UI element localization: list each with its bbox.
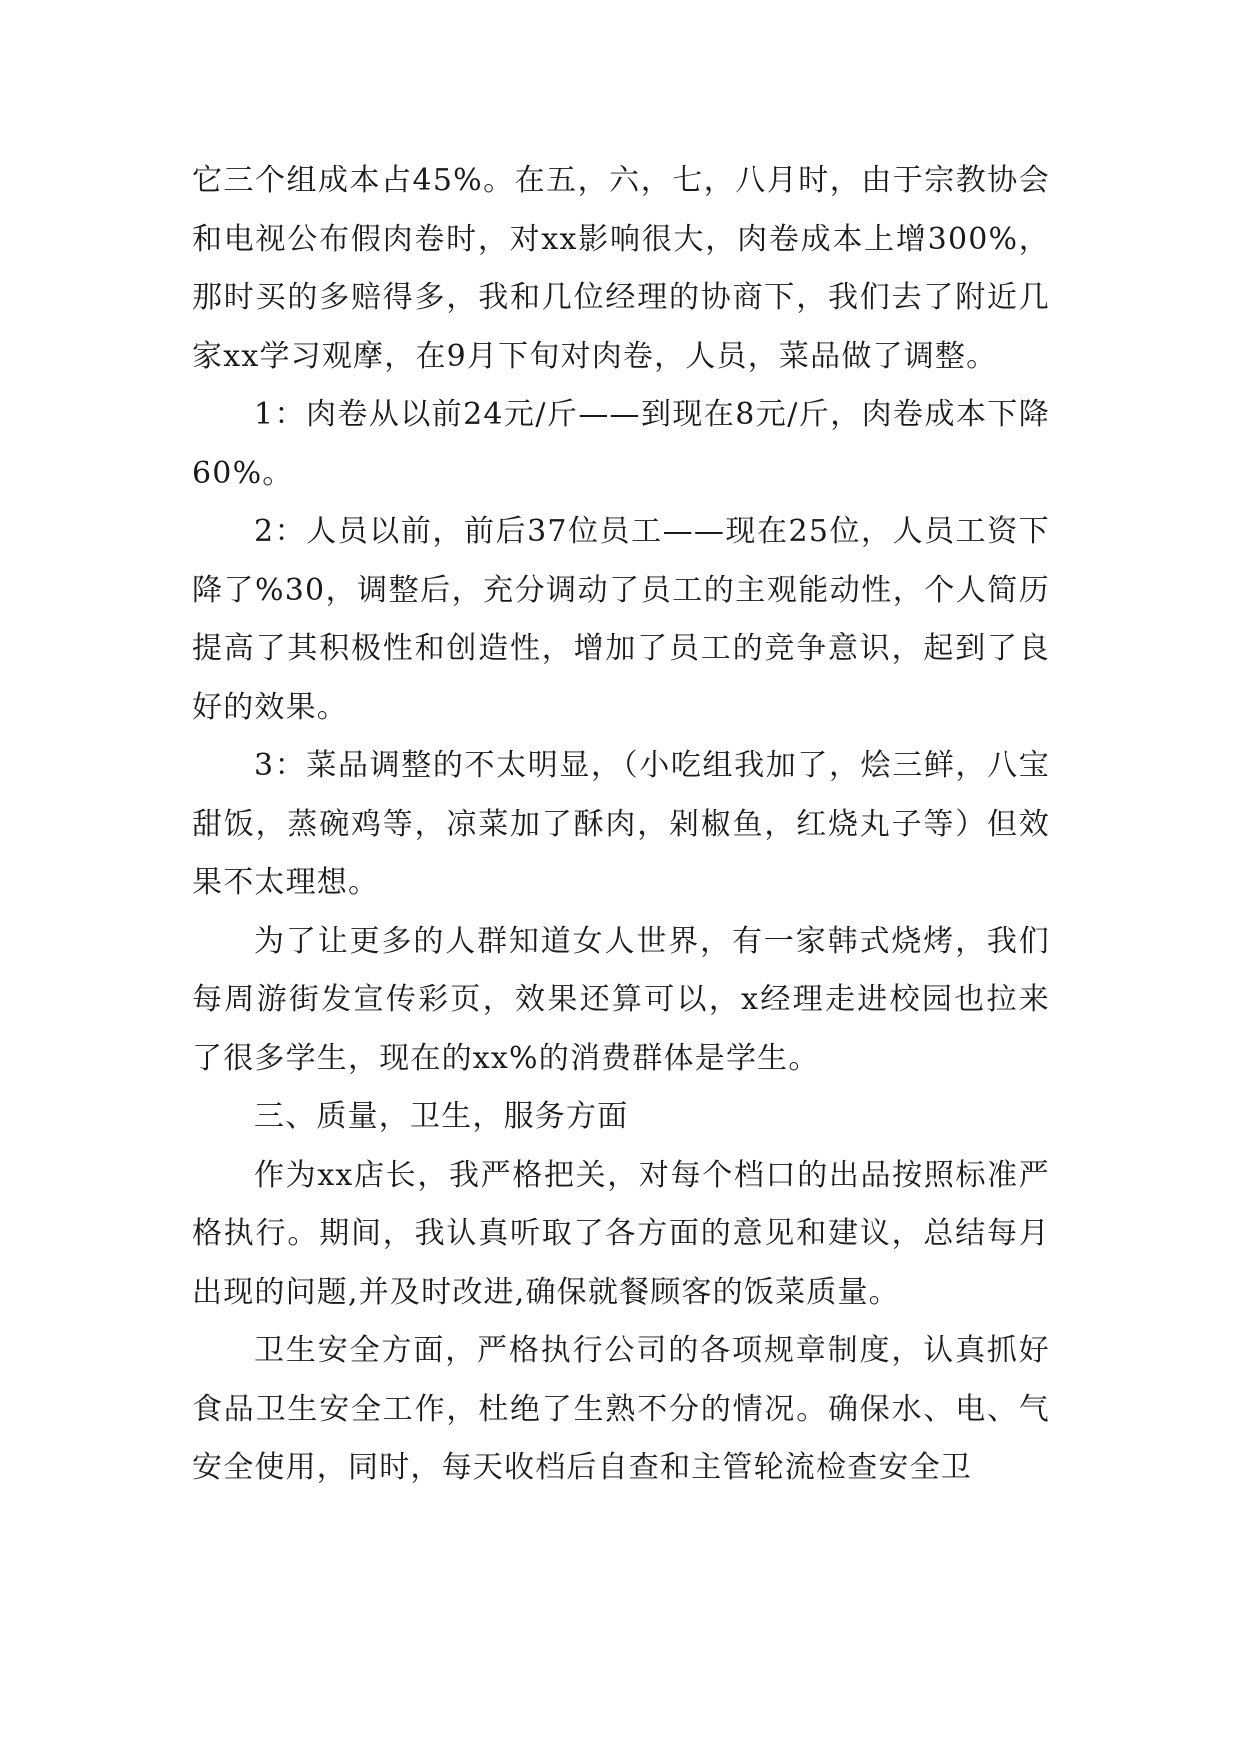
paragraph-cost-overview: 它三个组成本占45%。在五，六，七，八月时，由于宗教协会和电视公布假肉卷时，对xx影响很大，肉卷成本上增300%，那时买的多赔得多，我和几位经理的协商下，我们去了附近几家xx学习观摩，在9月下旬对肉卷，人员，菜品做了调整。: [192, 163, 1050, 374]
paragraph-item-2-staff: 2：人员以前，前后37位员工——现在25位，人员工资下降了%30，调整后，充分调动了员工的主观能动性，个人简历提高了其积极性和创造性，增加了员工的竞争意识，起到了良好的效果。: [192, 514, 1050, 725]
paragraph-hygiene-safety: 卫生安全方面，严格执行公司的各项规章制度，认真抓好食品卫生安全工作，杜绝了生熟不分的情况。确保水、电、气安全使用，同时，每天收档后自查和主管轮流检查安全卫: [192, 1333, 1050, 1485]
paragraph-quality: 作为xx店长，我严格把关，对每个档口的出品按照标准严格执行。期间，我认真听取了各方面的意见和建议，总结每月出现的问题,并及时改进,确保就餐顾客的饭菜质量。: [192, 1157, 1050, 1310]
paragraph-item-1-meat-roll: 1：肉卷从以前24元/斤——到现在8元/斤，肉卷成本下降60%。: [192, 397, 1050, 491]
paragraph-promotion: 为了让更多的人群知道女人世界，有一家韩式烧烤，我们每周游街发宣传彩页，效果还算可以，x经理走进校园也拉来了很多学生，现在的xx%的消费群体是学生。: [192, 923, 1050, 1076]
section-heading-quality-hygiene-service: 三、质量，卫生，服务方面: [254, 1099, 629, 1134]
document-body: [192, 152, 1050, 1498]
paragraph-item-3-dishes: 3：菜品调整的不太明显，（小吃组我加了，烩三鲜，八宝甜饭，蒸碗鸡等，凉菜加了酥肉，剁椒鱼，红烧丸子等）但效果不太理想。: [192, 748, 1050, 900]
